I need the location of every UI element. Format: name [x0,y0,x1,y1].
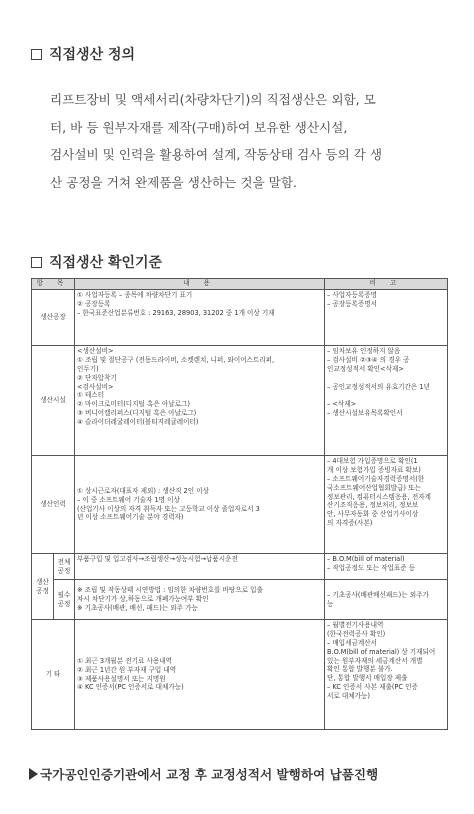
note-line: 안, 사무자동화 중 산업기사이상 [327,510,419,519]
content-line: ③ 버니어캘리퍼스(디지털 혹은 아날로그) [77,409,197,418]
row-content [75,346,325,456]
note-line: – 공인교정성적서의 유효기간은 1년 [327,382,430,391]
note-line: – 월별전기사용내역 [327,621,384,629]
row-subcategory: 전체 공정 [54,554,75,580]
note-line: – 기초공사(배관배선패드)는 외주가 [327,590,429,599]
row-content [75,456,325,554]
content-line: ④ 슬라이더레귤레이터(볼티지레귤레이터) [77,418,199,427]
header-content: 내 용 [75,279,325,290]
content-line: ① 조립 및 절단공구 (전동드라이버, 소켓렌치, 니퍼, 와이어스트리퍼, [77,355,275,364]
content-line: ③ 제품사용설명서 또는 지명원 [77,674,166,683]
header-item: 항 목 [32,279,75,290]
content-line: ① 상시근로자(대표자 제외) : 생산직 2인 이상 [77,486,209,495]
content-line: <생산설비> [77,347,114,355]
table-row [32,290,448,346]
row-content [75,580,325,620]
content-line: ② 공장등록 [77,299,111,308]
note-line: 산기조직응용, 정보처리, 정보보 [327,501,419,510]
row-note [325,580,448,620]
note-line: 정보관리, 컴퓨터시스템응용, 전자계 [327,492,431,501]
note-line: 개 이상 보험가입 증빙자료 확보) [327,465,421,474]
table-row [32,456,448,554]
table-row [32,580,448,620]
note-line: 인교정성적서 확인<삭제> [327,364,404,373]
table-row [32,620,448,730]
content-line: (산업기사 이상의 자격 취득자 또는 고등학교 이상 졸업자로서 3 [77,504,260,513]
note-line: – 4대보험 가입증명으로 확인(1 [327,457,418,465]
content-line: ※ 기초공사(배관, 배선, 패드)는 외주 가능 [77,603,198,612]
row-category: 생산 공정 [32,554,54,620]
row-note [325,346,448,456]
definition-line: 터, 바 등 원부자재를 제작(구매)하여 보유한 생산시설, [50,119,348,135]
row-category: 기 타 [32,620,75,730]
definition-line: 리프트장비 및 액세서리(차량차단기)의 직접생산은 외함, 모 [50,92,376,107]
table-header-row [32,279,448,290]
section-definition-title-text: 직접생산 정의 [49,47,136,63]
content-line: ※ 조립 및 작동상태 시연방법 : 임의한 차량번호를 바탕으로 입출 [77,586,263,595]
note-line: – 작업공정도 또는 작업표준 등 [327,563,416,572]
content-line: 차시 차단기가 상,하동으로 개폐가능여부 확인 [77,595,209,604]
row-content [75,554,325,580]
content-line: ④ KC 인증서(PC 인증서로 대체가능) [77,683,184,692]
note-line: 의 자격증(사본) [327,519,373,528]
row-note [325,554,448,580]
row-note [325,456,448,554]
note-line: – 생산시설보유목록확인서 [327,409,403,418]
content-line: ② 마이크로미터(디지털 혹은 아날로그) [77,400,190,409]
note-line: (한국전력공사 확인) [327,629,386,638]
row-content [75,290,325,346]
content-line: 인두기) [77,364,99,373]
row-content [75,620,325,730]
content-line: ② 최근 1년간 원 부자재 구입 내역 [77,665,177,674]
note-line: – 매입세금계산서 [327,638,377,647]
content-line: 부품구입 및 입고검사→조립생산→성능시험→납품시운전 [77,555,238,563]
content-line: – 한국표준산업분류번호 : 29163, 28903, 31202 중 1개 이상 기재 [77,308,275,317]
triangle-bullet-icon [29,768,38,780]
note-line [327,374,445,383]
content-line: ① 사업자등록 – 종목에 차량차단기 표기 [77,291,193,299]
note-line: 능 [327,599,334,608]
note-line: – 사업자등록증명 [327,291,377,299]
header-note: 비 고 [325,279,448,290]
section-criteria-title-text: 직접생산 확인기준 [49,255,163,271]
note-line: – 검사설비 ②③④ 의 경우 공 [327,355,410,364]
note-line: – 임차보유 인정하지 않음 [327,347,401,355]
footer-text: 국가공인인증기관에서 교정 후 교정성적서 발행하여 납품진행 [40,767,379,782]
checkbox-square-icon [31,257,42,268]
criteria-table [31,278,448,730]
note-line: – 공장등록증명서 [327,299,377,308]
content-line: <검사설비> [77,382,114,391]
section-definition-title [31,44,135,64]
note-line: – <삭제> [327,400,357,409]
row-category: 생산공장 [32,290,75,346]
note-line: 단, 통합 발행서 매입장 제출 [327,674,408,683]
row-note [325,620,448,730]
content-line: ② 단자압착기 [77,373,117,382]
content-line: – 이 중 소프트웨어 기술자 1명 이상 [77,495,180,504]
footer-note [29,764,378,783]
note-line: 서로 대체가능) [327,692,370,701]
content-line: ① 테스터 [77,391,105,400]
note-line: 있는 원부자재의 세금계산서 개별 [327,656,423,665]
table-row [32,554,448,580]
definition-line: 검사설비 및 인력을 활용하여 설계, 작동상태 검사 등의 각 생 [50,147,383,163]
note-line: – B.O.M(bill of material) [327,555,405,563]
content-line: 년 이상 소프트웨어기술 분야 경력자) [77,513,184,522]
section-criteria-title [31,252,162,272]
definition-line: 산 공정을 거쳐 완제품을 생산하는 것을 말함. [50,174,298,190]
definition-paragraph [50,86,450,196]
note-line: – 소프트웨어기술자경력증명서(한 [327,474,425,483]
note-line: B.O.M(bill of material) 상 기재되어 [327,647,436,656]
checkbox-square-icon [31,49,42,60]
note-line [327,391,445,400]
content-line: ① 최근 3개월분 전기료 사용내역 [77,656,172,665]
row-subcategory: 필수 공정 [54,580,75,620]
note-line: 확인 통합 발행분 불가. [327,665,393,674]
note-line: – KC 인증서 사본 제출(PC 인증 [327,683,418,692]
row-note [325,290,448,346]
note-line: 국소프트웨어산업협회발급) 또는 [327,483,421,492]
row-category: 생산인력 [32,456,75,554]
table-row [32,346,448,456]
row-category: 생산시설 [32,346,75,456]
